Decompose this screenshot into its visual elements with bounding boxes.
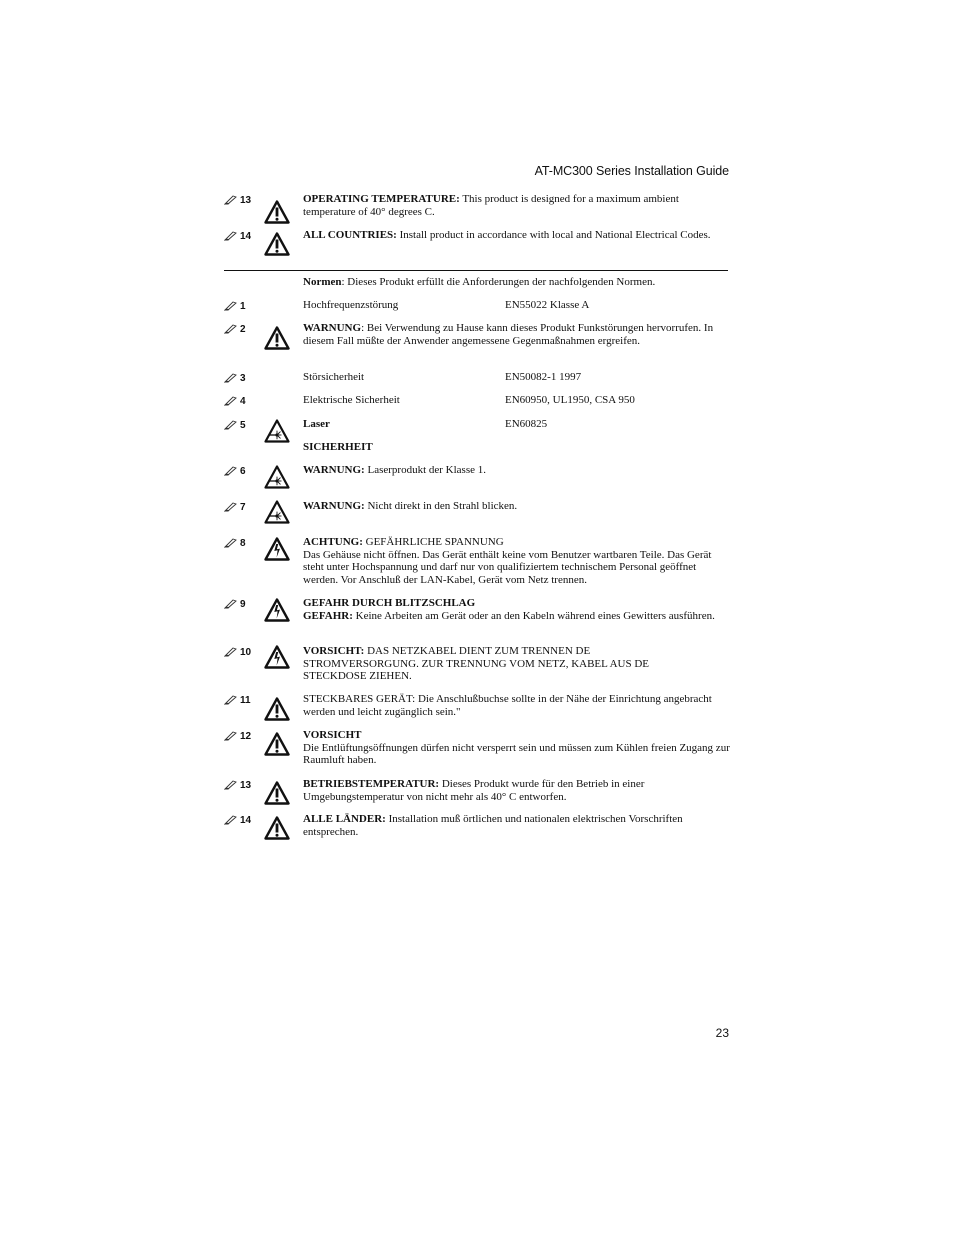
item-number: 11 (224, 693, 264, 707)
pen-icon (224, 231, 237, 241)
german-item-2: WARNUNG: Bei Verwendung zu Hause kann dieses Produkt Funkstörungen hervorrufen. In diesem Fall müßte der Anwender angemessene Gegenmaßnahmen ergreifen. (303, 322, 714, 347)
item-number: 8 (224, 536, 264, 550)
pen-icon (224, 731, 237, 741)
warning-icon (264, 732, 290, 756)
item-number: 13 (224, 778, 264, 792)
section-heading-sicherheit: SICHERHEIT (303, 441, 373, 453)
warning-icon (264, 697, 290, 721)
german-item-14: ALLE LÄNDER: Installation muß örtlichen und nationalen elektrischen Vorschriften entsprechen. (303, 813, 683, 838)
english-item-13: OPERATING TEMPERATURE: This product is designed for a maximum ambient temperature of 40° degrees C. (303, 193, 679, 218)
laser-icon (264, 465, 290, 489)
pen-icon (224, 396, 237, 406)
german-item-12: VORSICHT Die Entlüftungsöffnungen dürfen nicht versperrt sein und müssen zum Kühlen freien Zugang zur Raumluft haben. (303, 729, 730, 767)
item-number: 6 (224, 464, 264, 478)
german-item-13: BETRIEBSTEMPERATUR: Dieses Produkt wurde für den Betrieb in einer Umgebungstemperatur von nicht mehr als 40° C entworfen. (303, 778, 645, 803)
german-item-5: Laser (303, 418, 330, 430)
german-item-4: Elektrische Sicherheit (303, 394, 400, 406)
standard-value: EN55022 Klasse A (505, 299, 590, 311)
german-item-11: STECKBARES GERÄT: Die Anschlußbuchse sollte in der Nähe der Einrichtung angebracht werden und leicht zugänglich sein." (303, 693, 712, 718)
german-item-3: Störsicherheit (303, 371, 365, 383)
item-number: 9 (224, 597, 264, 611)
warning-icon (264, 816, 290, 840)
item-number: 1 (224, 299, 264, 313)
pen-icon (224, 647, 237, 657)
german-item-8: ACHTUNG: GEFÄHRLICHE SPANNUNG Das Gehäuse nicht öffnen. Das Gerät enthält keine vom Benutzer wartbaren Teile. Das Gerät steht unter Hochspannung und darf nur von qualifiziertem technischem Personal geöffnet werden. Vor Anschluß der LAN-Kabel, Gerät vom Netz trennen. (303, 536, 712, 586)
item-number: 5 (224, 418, 264, 432)
item-number: 7 (224, 500, 264, 514)
standard-value: EN50082-1 1997 (505, 371, 582, 383)
pen-icon (224, 324, 237, 334)
item-number: 4 (224, 394, 264, 408)
item-number: 10 (224, 645, 264, 659)
pen-icon (224, 502, 237, 512)
german-item-6: WARNUNG: Laserprodukt der Klasse 1. (303, 464, 487, 476)
pen-icon (224, 195, 237, 205)
pen-icon (224, 695, 237, 705)
standard-value: EN60950, UL1950, CSA 950 (505, 394, 635, 406)
item-number: 14 (224, 813, 264, 827)
pen-icon (224, 538, 237, 548)
item-number: 2 (224, 322, 264, 336)
german-item-10: VORSICHT: DAS NETZKABEL DIENT ZUM TRENNEN DE STROMVERSORGUNG. ZUR TRENNUNG VOM NETZ, KABEL AUS DE STECKDOSE ZIEHEN. (303, 645, 650, 683)
warning-icon (264, 781, 290, 805)
item-number: 3 (224, 371, 264, 385)
item-number: 12 (224, 729, 264, 743)
pen-icon (224, 780, 237, 790)
running-header: AT-MC300 Series Installation Guide (534, 164, 729, 178)
laser-icon (264, 500, 290, 524)
warning-icon (264, 200, 290, 224)
german-item-7: WARNUNG: Nicht direkt in den Strahl blicken. (303, 500, 518, 512)
pen-icon (224, 420, 237, 430)
item-number: 13 (224, 193, 264, 207)
lightning-icon (264, 598, 290, 622)
lightning-icon (264, 537, 290, 561)
item-number: 14 (224, 229, 264, 243)
german-item-9: GEFAHR DURCH BLITZSCHLAG GEFAHR: Keine Arbeiten am Gerät oder an den Kabeln während eines Gewitters ausführen. (303, 597, 715, 622)
laser-icon (264, 419, 290, 443)
pen-icon (224, 815, 237, 825)
standard-value: EN60825 (505, 418, 548, 430)
page-number: 23 (715, 1026, 729, 1040)
section-divider (224, 270, 728, 271)
pen-icon (224, 466, 237, 476)
normen-intro: Normen: Dieses Produkt erfüllt die Anforderungen der nachfolgenden Normen. (303, 276, 656, 288)
warning-icon (264, 326, 290, 350)
pen-icon (224, 373, 237, 383)
pen-icon (224, 301, 237, 311)
pen-icon (224, 599, 237, 609)
german-item-1: Hochfrequenzstörung (303, 299, 399, 311)
lightning-icon (264, 645, 290, 669)
warning-icon (264, 232, 290, 256)
english-item-14: ALL COUNTRIES: Install product in accordance with local and National Electrical Codes. (303, 229, 711, 241)
